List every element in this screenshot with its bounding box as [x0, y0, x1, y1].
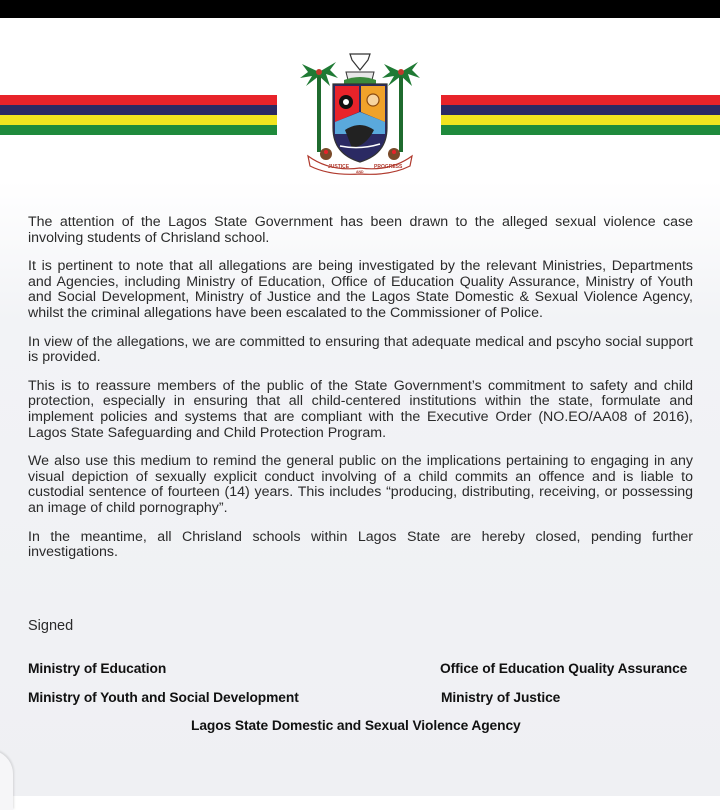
top-black-bar [0, 0, 720, 18]
paragraph: It is pertinent to note that all allegations are being investigated by the relevant Ministries, Departments and Agencies, including Ministry of Education, Office of Education Quality Assurance, Ministry of Youth and Social Development, Ministry of Justice and the Lagos State Domestic & Sexual Violence Agency, whilst the criminal allegations have been escalated to the Commissioner of Police. [28, 258, 693, 321]
paragraph: In the meantime, all Chrisland schools within Lagos State are hereby closed, pending further investigations. [28, 528, 693, 561]
motto-and: AND [356, 170, 364, 174]
signatory-ministry-of-justice: Ministry of Justice [441, 690, 561, 705]
stripe-red [0, 95, 277, 105]
signatory-ministry-of-education: Ministry of Education [28, 661, 167, 676]
signed-label: Signed [28, 618, 74, 634]
stripe-red [441, 95, 720, 105]
signatory-domestic-and-sexual-violence-agency: Lagos State Domestic and Sexual Violence Agency [191, 718, 521, 733]
motto-progress: PROGRESS [374, 164, 403, 170]
flag-stripes-right [441, 95, 720, 135]
stripe-blue [0, 105, 277, 115]
stripe-green [441, 125, 720, 135]
stripe-blue [441, 105, 720, 115]
paragraph: This is to reassure members of the public of the State Government’s commitment to safety and child protection, especially in ensuring that all child-centered institutions within the state, formulate and implement policies and systems that are compliant with the Executive Order (NO.EO/AA08 of 2016), Lagos State Safeguarding and Child Protection Program. [28, 377, 693, 441]
palm-tree-left-icon [300, 62, 338, 152]
stripe-green [0, 125, 277, 135]
signatory-office-of-education-quality-assurance: Office of Education Quality Assurance [440, 661, 688, 676]
press-release-body [28, 215, 693, 574]
signatory-ministry-of-youth-and-social-development: Ministry of Youth and Social Development [28, 690, 299, 705]
palm-tree-right-icon [382, 62, 420, 152]
page-corner-overlay [0, 750, 13, 810]
stripe-yellow [0, 115, 277, 125]
flag-stripes-left [0, 95, 277, 135]
paragraph: In view of the allegations, we are committed to ensuring that adequate medical and pscyho social support is provided. [28, 333, 693, 366]
coat-of-arms-icon [300, 50, 420, 175]
motto-justice: JUSTICE [328, 164, 350, 170]
paragraph: The attention of the Lagos State Government has been drawn to the alleged sexual violence case involving students of Chrisland school. [28, 214, 693, 246]
paragraph: We also use this medium to remind the general public on the implications pertaining to engaging in any visual depiction of sexually explicit conduct involving of a child commits an offence and is liable to custodial sentence of fourteen (14) years. This includes “producing, distributing, receiving, or possessing an image of child pornography”. [28, 453, 693, 516]
stripe-yellow [441, 115, 720, 125]
